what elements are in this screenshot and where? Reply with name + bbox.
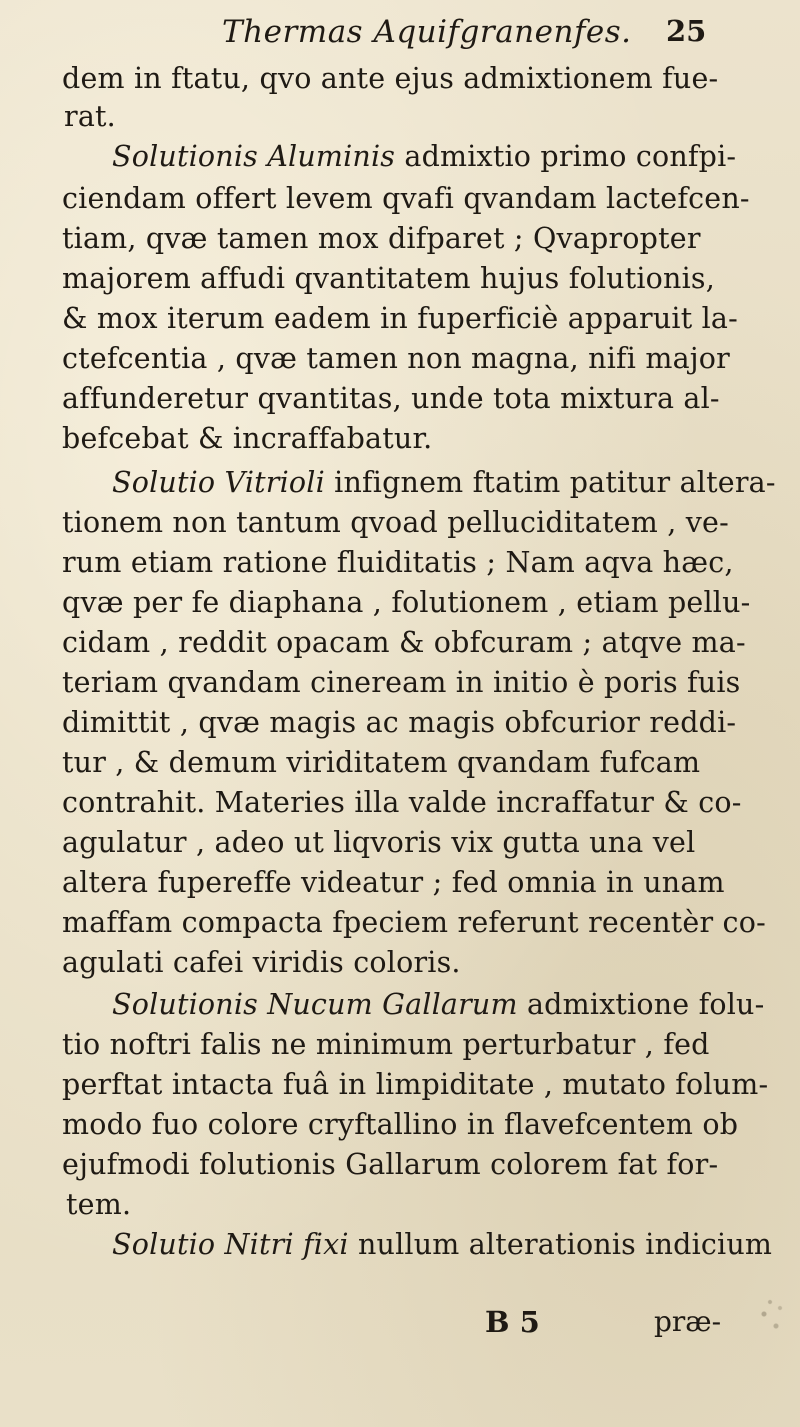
- line-text: perftat intacta fuâ in limpiditate , mutato folum-: [62, 1068, 769, 1101]
- catchword: præ-: [654, 1305, 722, 1338]
- line-text: modo fuo colore cryftallino in flavefcentem ob: [62, 1108, 739, 1141]
- line-text: & mox iterum eadem in fuperficiè apparuit la-: [62, 302, 738, 335]
- text-line: [112, 1228, 772, 1262]
- text-line: [62, 826, 695, 860]
- text-line: [112, 988, 764, 1022]
- line-text: ctefcentia , qvæ tamen non magna, nifi major: [62, 342, 730, 375]
- line-text: cidam , reddit opacam & obfcuram ; atqve ma-: [62, 626, 746, 659]
- line-text: rum etiam ratione fluiditatis ; Nam aqva hæc,: [62, 546, 734, 579]
- line-text: contrahit. Materies illa valde incraffatur & co-: [62, 786, 742, 819]
- text-line: [62, 1148, 718, 1182]
- text-line: [62, 906, 766, 940]
- text-line: [62, 422, 432, 456]
- line-text: agulati cafei viridis coloris.: [62, 946, 461, 979]
- line-text: tem.: [66, 1188, 132, 1221]
- line-text: tur , & demum viriditatem qvandam fufcam: [62, 746, 701, 779]
- text-line: [62, 946, 461, 980]
- text-line: [62, 1068, 768, 1102]
- page-footer: [0, 1305, 800, 1345]
- running-title: Thermas Aquifgranenfes.: [222, 14, 632, 50]
- line-text: nullum alterationis indicium: [348, 1228, 773, 1261]
- text-line: [62, 1108, 738, 1142]
- line-text: dimittit , qvæ magis ac magis obfcurior reddi-: [62, 706, 737, 739]
- line-text: altera fupereffe videatur ; fed omnia in unam: [62, 866, 725, 899]
- text-line: [62, 546, 734, 580]
- italic-heading: Solutio Vitrioli: [112, 466, 325, 499]
- text-line: [66, 1188, 131, 1222]
- line-text: agulatur , adeo ut liqvoris vix gutta una vel: [62, 826, 696, 859]
- text-line: [62, 262, 715, 296]
- line-text: tionem non tantum qvoad pelluciditatem , ve-: [62, 506, 729, 539]
- line-text: infignem ftatim patitur altera-: [324, 466, 776, 499]
- line-text: befcebat & incraffabatur.: [62, 422, 433, 455]
- line-text: ciendam offert levem qvafi qvandam lactefcen-: [62, 182, 750, 215]
- line-text: rat.: [64, 100, 116, 133]
- text-line: [112, 140, 736, 174]
- page-header: [0, 8, 800, 56]
- text-line: [62, 746, 700, 780]
- line-text: maffam compacta fpeciem referunt recentèr co-: [62, 906, 766, 939]
- text-line: [112, 466, 776, 500]
- text-line: [62, 706, 736, 740]
- text-line: [64, 100, 116, 134]
- text-line: [62, 222, 701, 256]
- line-text: majorem affudi qvantitatem hujus folutionis,: [62, 262, 716, 295]
- line-text: teriam qvandam cineream in initio è poris fuis: [62, 666, 741, 699]
- italic-heading: Solutio Nitri fixi: [112, 1228, 349, 1261]
- text-line: [62, 342, 730, 376]
- line-text: dem in ftatu, qvo ante ejus admixtionem fue-: [62, 62, 719, 95]
- ink-bleed-decoration: [752, 1290, 792, 1350]
- italic-heading: Solutionis Aluminis: [112, 140, 396, 173]
- signature-mark: B 5: [485, 1305, 540, 1339]
- page-number: 25: [666, 14, 707, 48]
- line-text: ejufmodi folutionis Gallarum colorem fat for-: [62, 1148, 719, 1181]
- line-text: tio noftri falis ne minimum perturbatur , fed: [62, 1028, 710, 1061]
- text-line: [62, 182, 750, 216]
- text-line: [62, 506, 729, 540]
- text-line: [62, 786, 742, 820]
- line-text: admixtio primo confpi-: [395, 140, 737, 173]
- line-text: qvæ per fe diaphana , folutionem , etiam pellu-: [62, 586, 751, 619]
- text-line: [62, 626, 746, 660]
- text-line: [62, 1028, 710, 1062]
- text-line: [62, 62, 718, 96]
- text-line: [62, 866, 725, 900]
- line-text: affunderetur qvantitas, unde tota mixtura al-: [62, 382, 720, 415]
- text-line: [62, 382, 720, 416]
- line-text: tiam, qvæ tamen mox difparet ; Qvapropter: [62, 222, 701, 255]
- text-line: [62, 302, 738, 336]
- line-text: admixtione folu-: [517, 988, 765, 1021]
- text-line: [62, 586, 751, 620]
- italic-heading: Solutionis Nucum Gallarum: [112, 988, 518, 1021]
- text-line: [62, 666, 741, 700]
